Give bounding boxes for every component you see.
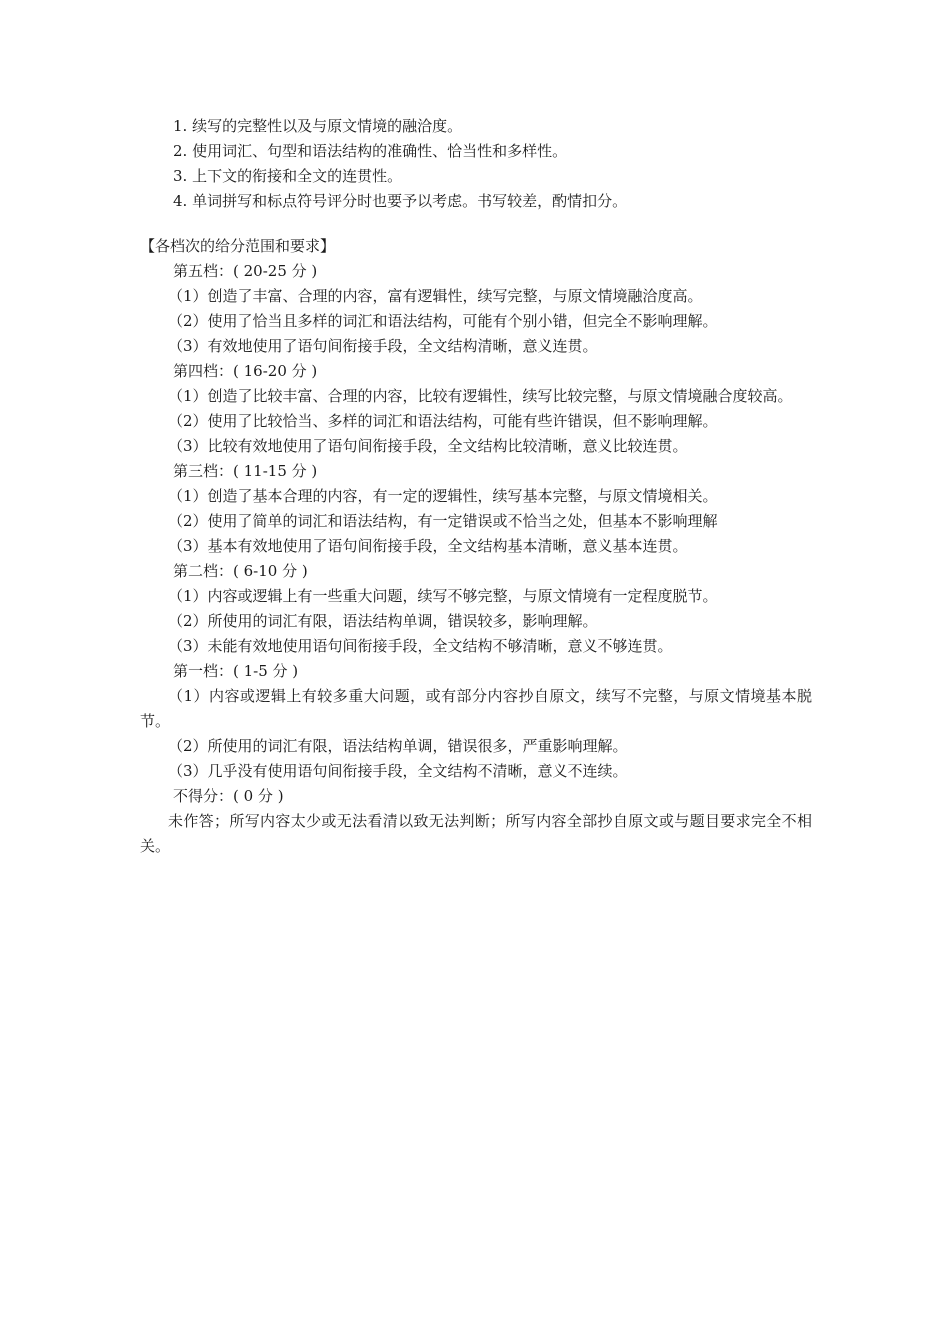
level-title: 第一档：( 1-5 分 )	[173, 662, 299, 680]
level-item: （3）基本有效地使用了语句间衔接手段，全文结构基本清晰，意义基本连贯。	[168, 537, 688, 555]
level-item: （1）创造了丰富、合理的内容，富有逻辑性，续写完整，与原文情境融洽度高。	[168, 287, 703, 305]
level-title: 第四档：( 16-20 分 )	[173, 362, 318, 380]
level-item: （2）所使用的词汇有限，语法结构单调，错误很多，严重影响理解。	[168, 737, 628, 755]
level-item: 未作答；所写内容太少或无法看清以致无法判断；所写内容全部抄自原文或与题目要求完全不相关。	[140, 812, 812, 855]
level-item: （2）使用了恰当且多样的词汇和语法结构，可能有个别小错，但完全不影响理解。	[168, 312, 718, 330]
level-item: （1）内容或逻辑上有较多重大问题，或有部分内容抄自原文，续写不完整，与原文情境基本脱节。	[140, 687, 812, 730]
criteria-item: 2. 使用词汇、句型和语法结构的准确性、恰当性和多样性。	[173, 142, 568, 160]
level-2	[140, 559, 812, 659]
level-item: （1）内容或逻辑上有一些重大问题，续写不够完整，与原文情境有一定程度脱节。	[168, 587, 718, 605]
level-item: （3）未能有效地使用语句间衔接手段，全文结构不够清晰，意义不够连贯。	[168, 637, 673, 655]
level-item: （1）创造了基本合理的内容，有一定的逻辑性，续写基本完整，与原文情境相关。	[168, 487, 718, 505]
level-item: （2）使用了比较恰当、多样的词汇和语法结构，可能有些许错误，但不影响理解。	[168, 412, 718, 430]
level-0	[140, 784, 812, 859]
level-1	[140, 659, 812, 784]
document-page	[140, 114, 812, 859]
level-item: （2）使用了简单的词汇和语法结构，有一定错误或不恰当之处，但基本不影响理解	[168, 512, 718, 530]
level-3	[140, 459, 812, 559]
criteria-item: 3. 上下文的衔接和全文的连贯性。	[173, 167, 403, 185]
level-title: 第二档：( 6-10 分 )	[173, 562, 308, 580]
criteria-item: 4. 单词拼写和标点符号评分时也要予以考虑。书写较差，酌情扣分。	[173, 192, 628, 210]
level-item: （3）比较有效地使用了语句间衔接手段，全文结构比较清晰，意义比较连贯。	[168, 437, 688, 455]
criteria-list	[140, 114, 812, 214]
criteria-item: 1. 续写的完整性以及与原文情境的融洽度。	[173, 117, 463, 135]
level-5	[140, 259, 812, 359]
level-item: （2）所使用的词汇有限，语法结构单调，错误较多，影响理解。	[168, 612, 598, 630]
level-item: （1）创造了比较丰富、合理的内容，比较有逻辑性，续写比较完整，与原文情境融合度较高。	[168, 387, 793, 405]
level-item: （3）有效地使用了语句间衔接手段，全文结构清晰，意义连贯。	[168, 337, 598, 355]
level-item: （3）几乎没有使用语句间衔接手段，全文结构不清晰，意义不连续。	[168, 762, 628, 780]
level-4	[140, 359, 812, 459]
section-heading: 【各档次的给分范围和要求】	[140, 237, 336, 255]
level-title: 第五档：( 20-25 分 )	[173, 262, 318, 280]
level-title: 第三档：( 11-15 分 )	[173, 462, 318, 480]
level-title: 不得分：( 0 分 )	[173, 787, 284, 805]
